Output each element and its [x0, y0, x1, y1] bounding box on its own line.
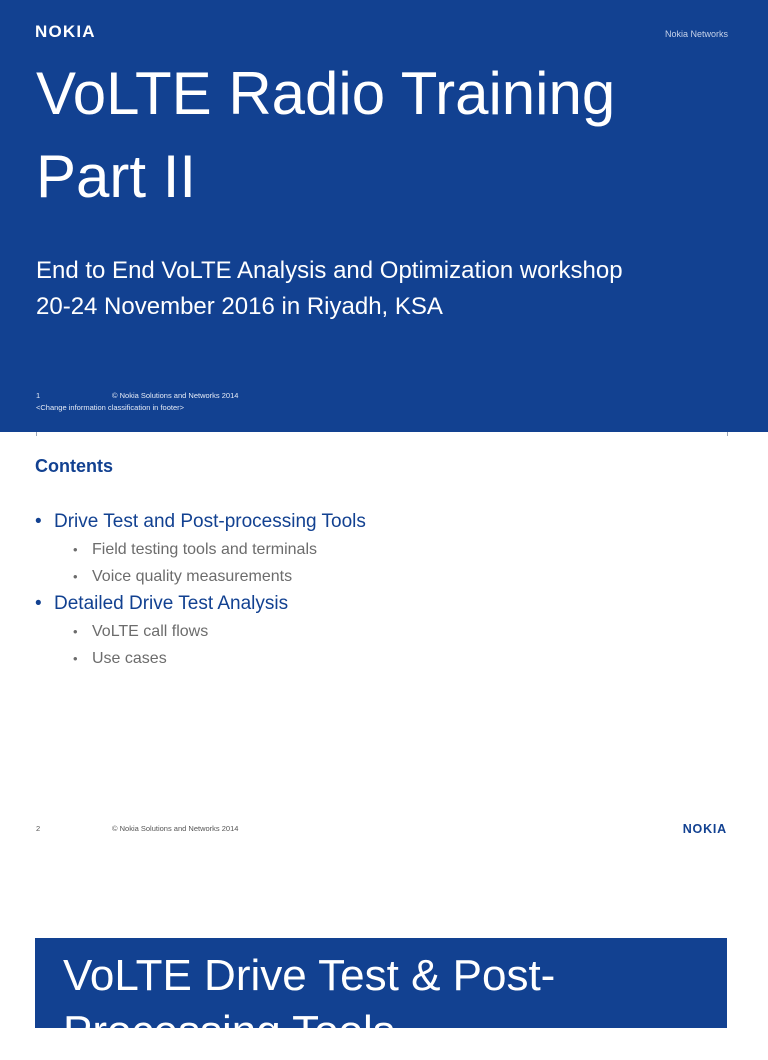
nokia-networks-tag: Nokia Networks — [664, 29, 728, 39]
contents-slide — [0, 436, 768, 868]
section-title-line: VoLTE Drive Test & Post- — [63, 951, 556, 1000]
slide-title-line: VoLTE Radio Training — [36, 60, 616, 127]
page-number: 1 — [36, 391, 41, 400]
section-slide — [35, 938, 727, 1056]
sub-list-item-label: Field testing tools and terminals — [92, 541, 317, 558]
contents-title: Contents — [35, 456, 113, 476]
subtitle-line: End to End VoLTE Analysis and Optimization workshop — [36, 257, 623, 284]
nokia-logo: NOKIA — [35, 22, 96, 41]
list-item — [35, 590, 735, 618]
list-item — [35, 508, 735, 536]
slide-footer — [36, 824, 238, 833]
copyright: © Nokia Solutions and Networks 2014 — [112, 824, 239, 833]
slide-title — [36, 52, 736, 218]
subtitle-line: 20-24 November 2016 in Riyadh, KSA — [36, 293, 443, 320]
bullet-icon: • — [73, 542, 78, 557]
bullet-icon: • — [73, 651, 78, 666]
title-slide — [0, 0, 768, 432]
section-title — [63, 948, 723, 1060]
sub-list-item — [35, 563, 735, 590]
slide-subtitle — [36, 253, 756, 325]
classification-note: <Change information classification in footer> — [36, 403, 185, 412]
bullet-icon: • — [73, 624, 78, 639]
slide-title-line: Part II — [36, 143, 197, 210]
slide-footer — [36, 390, 238, 414]
section-title-line: Processing Tools — [63, 1007, 395, 1056]
sub-list-item — [35, 618, 735, 645]
list-item-label: Detailed Drive Test Analysis — [54, 593, 289, 614]
sub-list-item-label: Use cases — [92, 650, 167, 667]
sub-list-item-label: VoLTE call flows — [92, 623, 209, 640]
contents-list — [35, 508, 735, 672]
sub-list-item — [35, 536, 735, 563]
sub-list-item-label: Voice quality measurements — [92, 568, 293, 585]
nokia-logo: NOKIA — [682, 822, 727, 836]
sub-list-item — [35, 645, 735, 672]
copyright: © Nokia Solutions and Networks 2014 — [112, 391, 239, 400]
page-number: 2 — [36, 824, 41, 833]
list-item-label: Drive Test and Post-processing Tools — [54, 511, 366, 532]
bullet-icon: • — [35, 593, 42, 614]
bullet-icon: • — [73, 569, 78, 584]
bullet-icon: • — [35, 511, 42, 532]
